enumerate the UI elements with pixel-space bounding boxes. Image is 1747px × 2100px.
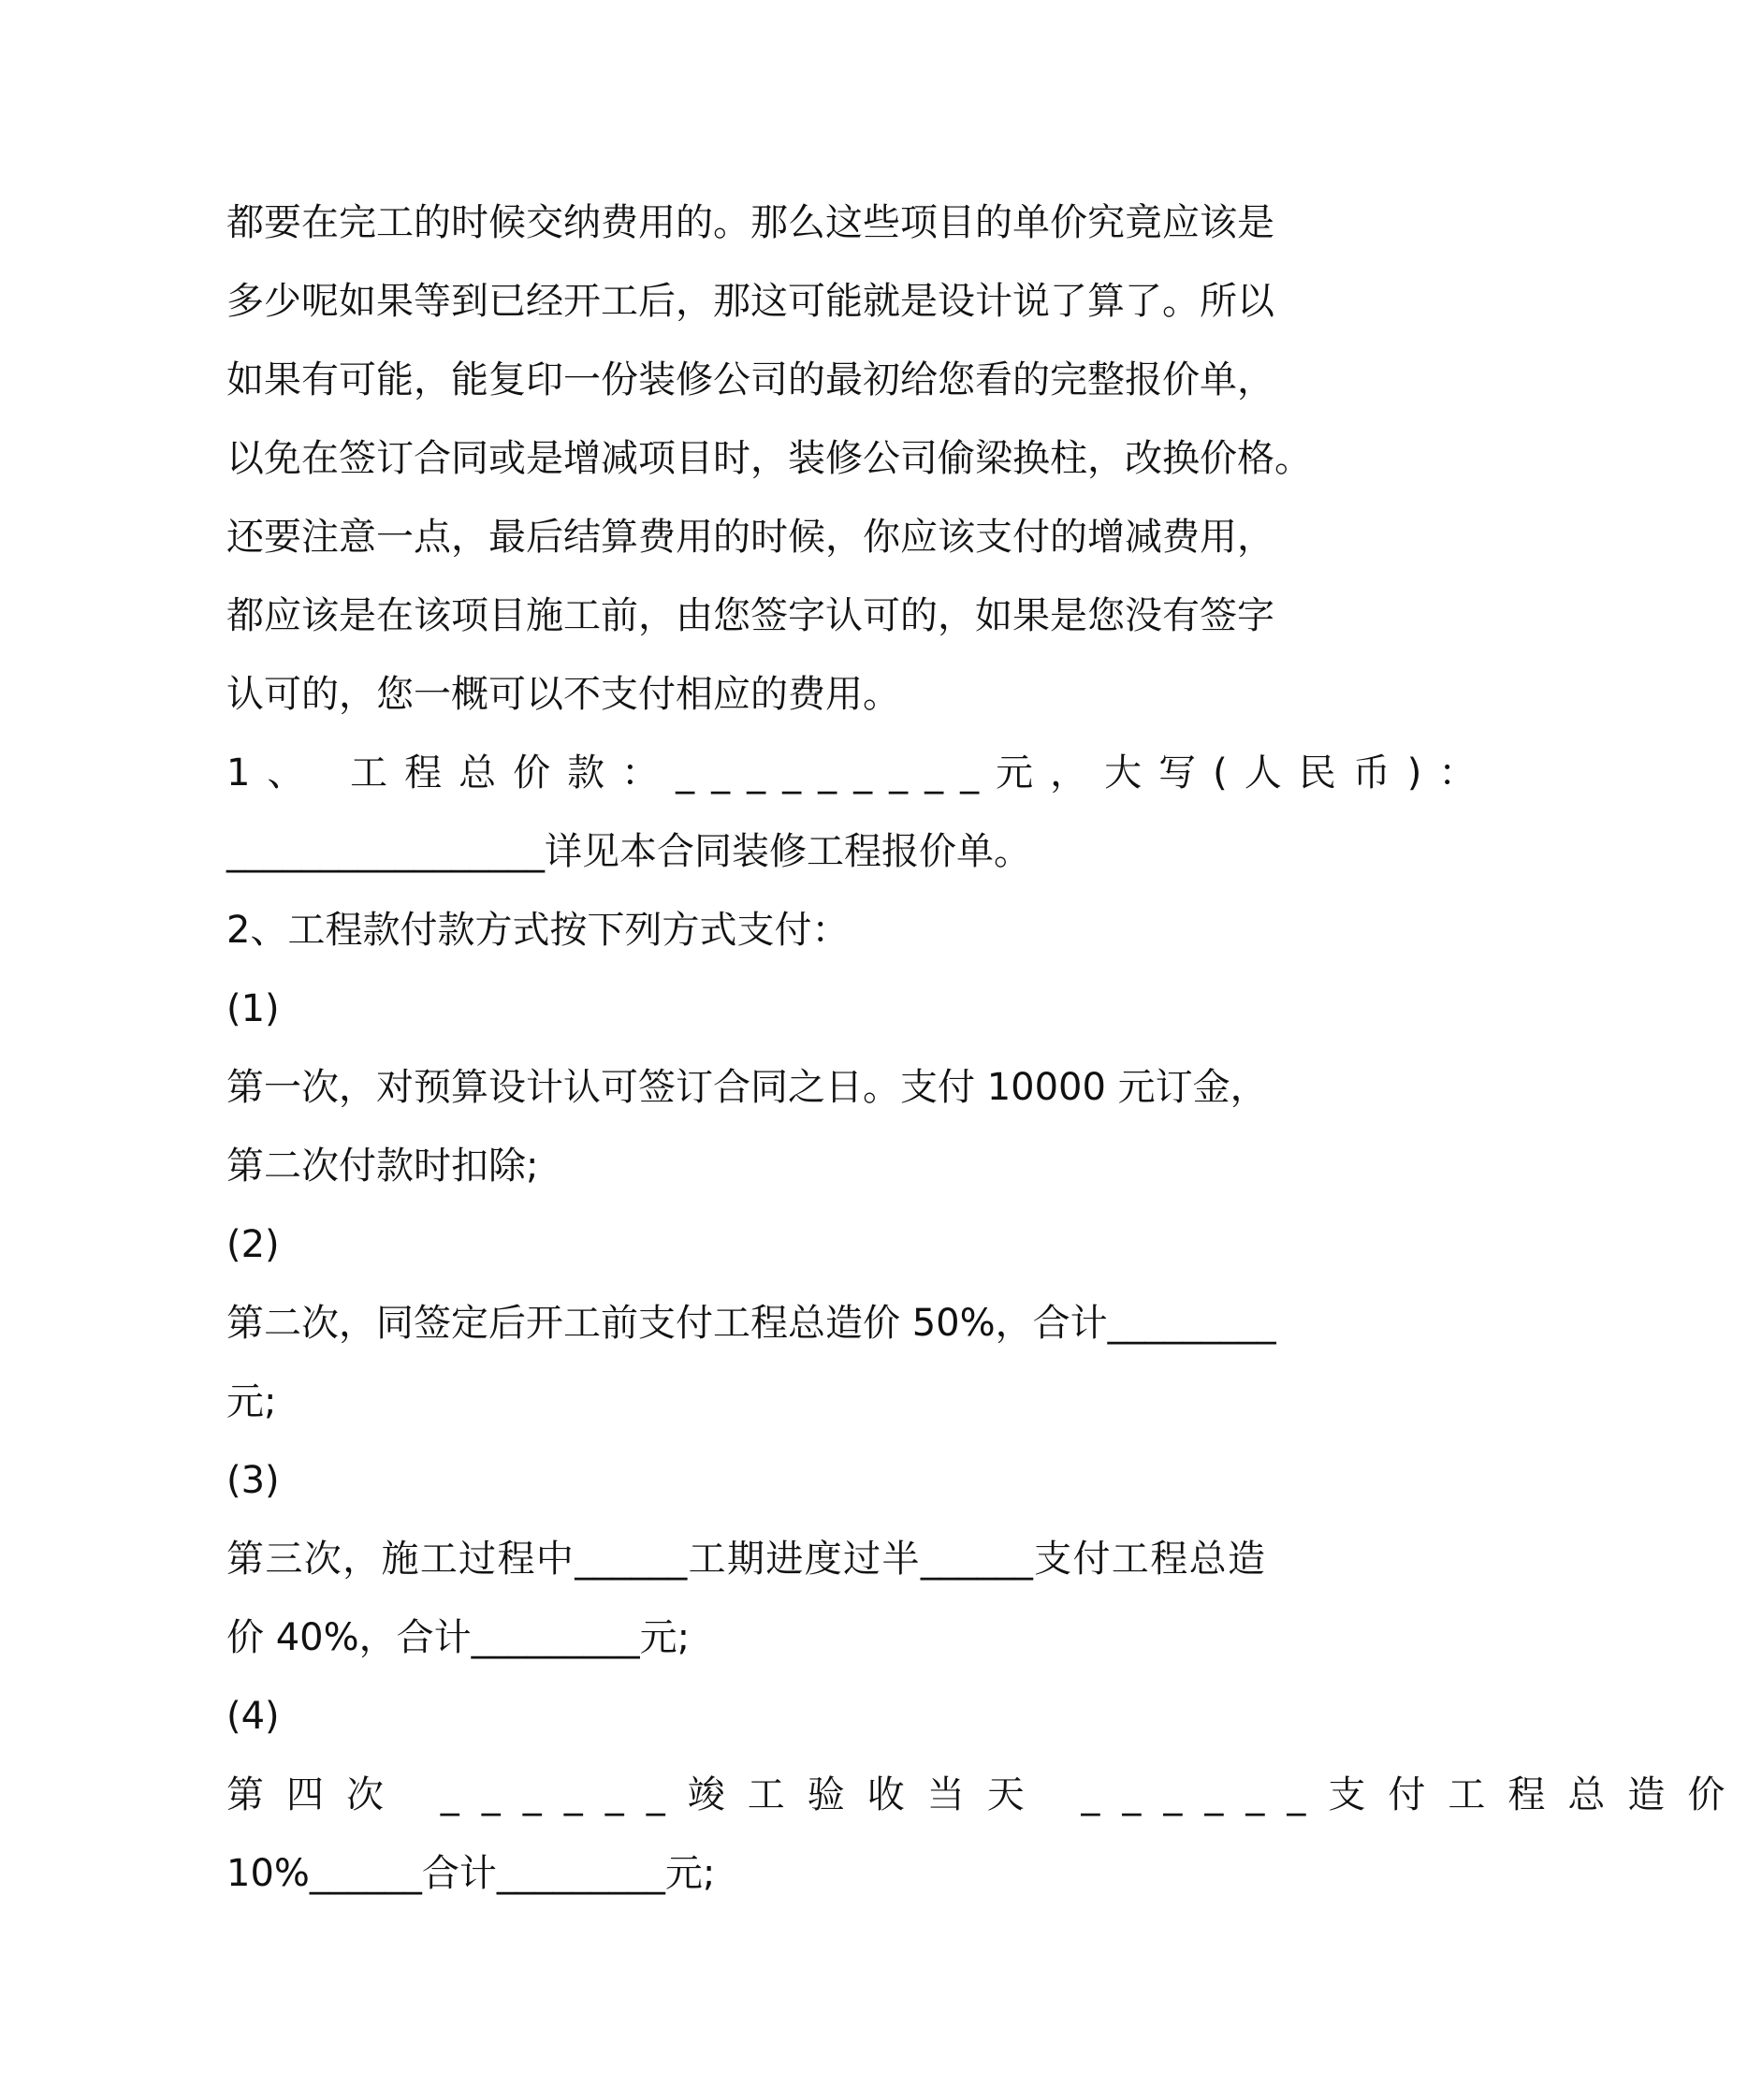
- payment-item-number: (1): [226, 987, 280, 1030]
- payment-item-line: 元;: [226, 1380, 277, 1423]
- paragraph-line: 以免在签订合同或是增减项目时，装修公司偷梁换柱，改换价格。: [226, 437, 1312, 480]
- payment-item-line: 第一次，对预算设计认可签订合同之日。支付 10000 元订金，: [226, 1066, 1268, 1109]
- payment-method-heading: 2、工程款付款方式按下列方式支付：: [226, 909, 850, 952]
- payment-item-line: 第三次，施工过程中______工期进度过半______支付工程总造: [226, 1538, 1265, 1581]
- payment-item-line: 第四次 ______竣工验收当天 ______支付工程总造价: [226, 1773, 1747, 1816]
- payment-item-line: 第二次，同签定后开工前支付工程总造价 50%，合计_________: [226, 1302, 1276, 1345]
- payment-item-number: (4): [226, 1695, 280, 1738]
- payment-item-number: (3): [226, 1459, 280, 1502]
- total-price-capital-line: _________________详见本合同装修工程报价单。: [226, 830, 1031, 873]
- paragraph-line: 多少呢如果等到已经开工后，那这可能就是设计说了算了。所以: [226, 280, 1274, 323]
- payment-item-line: 第二次付款时扣除;: [226, 1145, 539, 1188]
- paragraph-line: 认可的，您一概可以不支付相应的费用。: [226, 673, 900, 716]
- paragraph-line: 都应该是在该项目施工前，由您签字认可的，如果是您没有签字: [226, 594, 1274, 637]
- payment-item-line: 价 40%，合计_________元;: [226, 1616, 691, 1659]
- payment-item-number: (2): [226, 1223, 280, 1266]
- payment-item-line: 10%______合计_________元;: [226, 1852, 716, 1895]
- paragraph-line: 如果有可能，能复印一份装修公司的最初给您看的完整报价单，: [226, 358, 1274, 401]
- paragraph-line: 还要注意一点，最后结算费用的时候，你应该支付的增减费用，: [226, 516, 1274, 559]
- total-price-line: 1、 工程总价款：_________元，大写(人民币)：: [226, 751, 1493, 795]
- document-body: [226, 183, 1747, 1913]
- paragraph-line: 都要在完工的时候交纳费用的。那么这些项目的单价究竟应该是: [226, 201, 1274, 244]
